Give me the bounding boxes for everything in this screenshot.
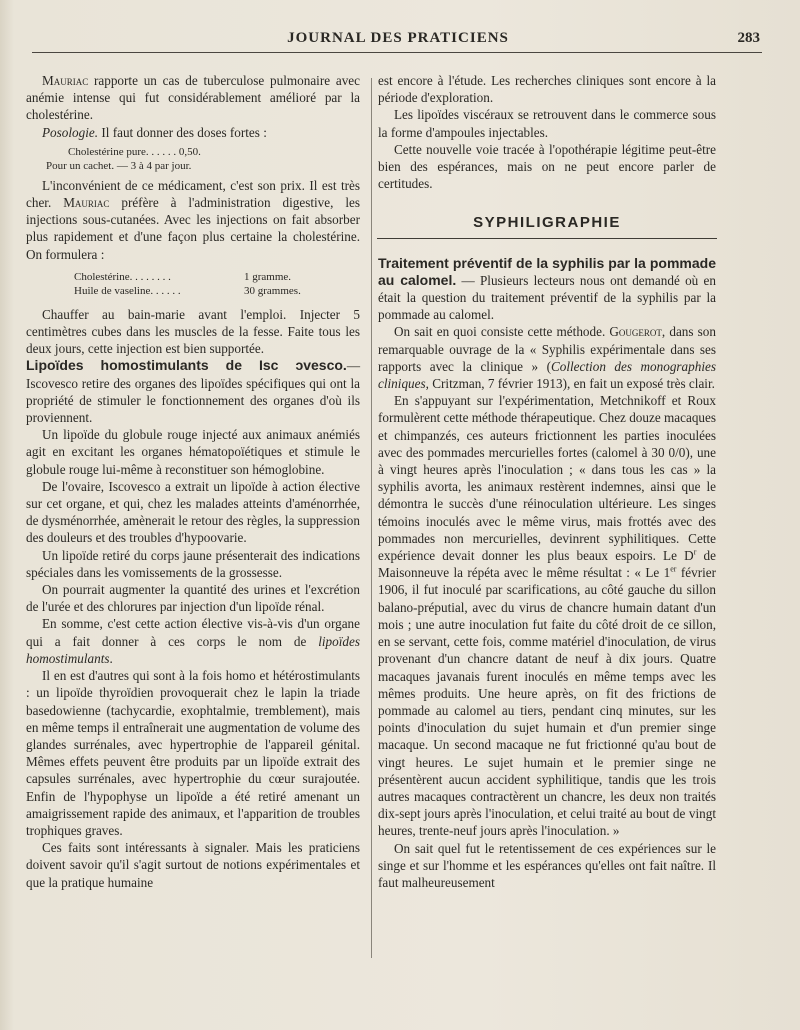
right-column xyxy=(378,72,716,891)
dose-prescription xyxy=(26,145,360,173)
paragraph-article-intro: Traitement préventif de la syphilis par la pommade au calomel. — Plusieurs lecteurs nous ont demandé où en était la question du traitement préventif de la syphilis par la pommade au calomel. xyxy=(378,254,716,323)
paragraph-lipoides: Lipoïdes homostimulants de Isc ɔvesco.— Iscovesco retire des organes des lipoïdes spécifiques qui ont la propriété de stimuler le fonctionnement des organes d'où ils proviennent. xyxy=(26,357,360,426)
column-divider xyxy=(371,78,372,958)
formula-row: Cholestérine. . . . . . . . 1 gramme. xyxy=(74,270,292,283)
author-name: Gougerot xyxy=(609,324,662,340)
paragraph-globule: Un lipoïde du globule rouge injecté aux animaux anémiés agit en excitant les organes hématopoïétiques et stimule le globule rouge lui-même à reconstituer son hémoglobine. xyxy=(26,427,360,477)
injection-formula xyxy=(26,270,360,298)
paragraph-opotherapie: Cette nouvelle voie tracée à l'opothérapie légitime peut-être bien des espérances, mais on ne peut encore parler de certitudes. xyxy=(378,141,716,192)
dose-line: Cholestérine pure. . . . . . 0,50. xyxy=(68,145,201,158)
dose-line: Pour un cachet. — 3 à 4 par jour. xyxy=(46,159,192,172)
paragraph-posologie: Posologie. Il faut donner des doses fortes : xyxy=(42,124,267,140)
author-name: Mauriac xyxy=(63,195,110,211)
paragraph-cost: L'inconvénient de ce médicament, c'est son prix. Il est très cher. Mauriac préfère à l'administration digestive, les injections sous-cutanées. Avec les injections on fait absorber plus rapidement et d'une façon plus certaine la cholestérine. On formulera : xyxy=(26,177,360,262)
paragraph-injection: Chauffer au bain-marie avant l'emploi. Injecter 5 centimètres cubes dans les muscles de la fesse. Faite tous les deux jours, cette injection est bien supportée. xyxy=(26,306,360,357)
lipoides-heading: Lipoïdes homostimulants de Isc ɔvesco. xyxy=(26,357,347,374)
paragraph-corps-jaune: Un lipoïde retiré du corps jaune présenterait des indications spéciales dans les vomissements de la grossesse. xyxy=(26,547,360,580)
paragraph-experimentation: En s'appuyant sur l'expérimentation, Metchnikoff et Roux formulèrent cette méthode thérapeutique. Chez douze macaques et chimpanzés, ces auteurs frictionnent les parties inoculées avec des pommades mercurielles fortes (calomel à 30 0/0), une à vingt heures après l'inoculation ; « dans tous les cas » la syphilis avorta, les animaux restèrent indemnes, ainsi que le démontra le succès d'une réinoculation ultérieure. Les singes témoins inoculés avec le même virus, mais frottés avec des pommades non mercurielles, devinrent syphilitiques. Cette expérience devait donner les plus beaux espoirs. Le $D^r$ de Maisonneuve la répéta avec le même résultat : « Le 1er février 1906, il fut inoculé par scarifications, au côté gauche du sillon balano-préputial, avec du virus de chancre humain datant d'un mois ; une autre inoculation fut faite du côté droit de ce sillon, en se servant, cette fois, comme matériel d'inoculation, de virus provenant d'un chancre datant de neuf à dix jours. Quatre macaques javanais furent inoculés en même temps avec les mêmes produits. Une heure après, on fit des frictions de pommade au calomel au tiers, pendant cinq minutes, sur les points d'inoculation du sujet humain et d'un premier singe macaque. Un second macaque ne fut frictionné qu'au bout de vingt heures. Le sujet humain et le premier singe ne présentèrent aucun accident syphilitique, tandis que les trois autres macaques contractèrent un chancre, les deux non traités dix-sept jours après l'inoculation, et celui traité au bout de vingt heures, trente-neuf jours après l'inoculation. » xyxy=(378,393,717,839)
paragraph-en-somme: En somme, c'est cette action élective vis-à-vis d'un organe qui a fait donner à ces corps le nom de lipoïdes homostimulants. xyxy=(26,616,360,666)
paragraph-renal: On pourrait augmenter la quantité des urines et l'excrétion de l'urée et des chlorures par injection d'un lipoïde rénal. xyxy=(26,582,360,615)
paragraph-hetero: Il en est d'autres qui sont à la fois homo et hétérostimulants : un lipoïde thyroïdien provoquerait chez le lapin la triade basedowienne (tachycardie, exophtalmie, tremblement), mais en même temps il entraînerait une augmentation de volume des glandes surrénales, avec hypertrophie de l'appareil génital. Mêmes effets peuvent être produits par un lipoïde extrait des capsules surrénales, avec hypertrophie du cœur surajoutée. Enfin de l'hypophyse un lipoïde a été retiré amenant un amaigrissement rapide des animaux, et l'apparition de troubles trophiques graves. xyxy=(26,668,360,838)
paragraph-methode: On sait en quoi consiste cette méthode. Gougerot, dans son remarquable ouvrage de la « Syphilis expérimentale dans ses rapports avec la clinique » (Collection des monographies cliniques, Critzman, 7 février 1913), en fait un exposé très clair. xyxy=(378,324,716,392)
paragraph-ampoules: Les lipoïdes viscéraux se retrouvent dans le commerce sous la forme d'ampoules injectables. xyxy=(378,107,716,140)
article-heading: Traitement préventif de la syphilis par la pommade au calomel. xyxy=(378,254,716,288)
journal-title: JOURNAL DES PRATICIENS xyxy=(287,30,509,46)
posologie-label: Posologie. xyxy=(42,124,99,140)
header-rule xyxy=(32,52,762,53)
author-name: Mauriac xyxy=(42,73,89,88)
paragraph-mauriac: Mauriac rapporte un cas de tuberculose pulmonaire avec anémie intense qui fut considérablement amélioré par la cholestérine. xyxy=(26,73,360,123)
paragraph-conclusion: Ces faits sont intéressants à signaler. Mais les praticiens doivent savoir qu'il s'agit surtout de notions expérimentales et que la pratique humaine xyxy=(26,840,360,890)
section-title: SYPHILIGRAPHIE xyxy=(473,214,621,232)
paragraph-retentissement: On sait quel fut le retentissement de ces expériences sur le singe et sur l'homme et les espérances qu'elles ont fait naître. Il faut malheureusement xyxy=(378,840,716,890)
formula-row: Huile de vaseline. . . . . . 30 grammes. xyxy=(74,284,301,297)
paragraph-continued: est encore à l'étude. Les recherches cliniques sont encore à la période d'exploration. xyxy=(378,73,716,106)
page-number: 283 xyxy=(737,30,760,46)
left-column xyxy=(26,72,360,891)
paragraph-ovaire: De l'ovaire, Iscovesco a extrait un lipoïde à action élective sur cet organe, et qui, chez les malades atteints d'aménorrhée, de dysménorrhée, amènerait le retour des règles, la suppression des douleurs et des troubles d'hypoovarie. xyxy=(26,478,360,546)
running-header xyxy=(36,30,760,54)
